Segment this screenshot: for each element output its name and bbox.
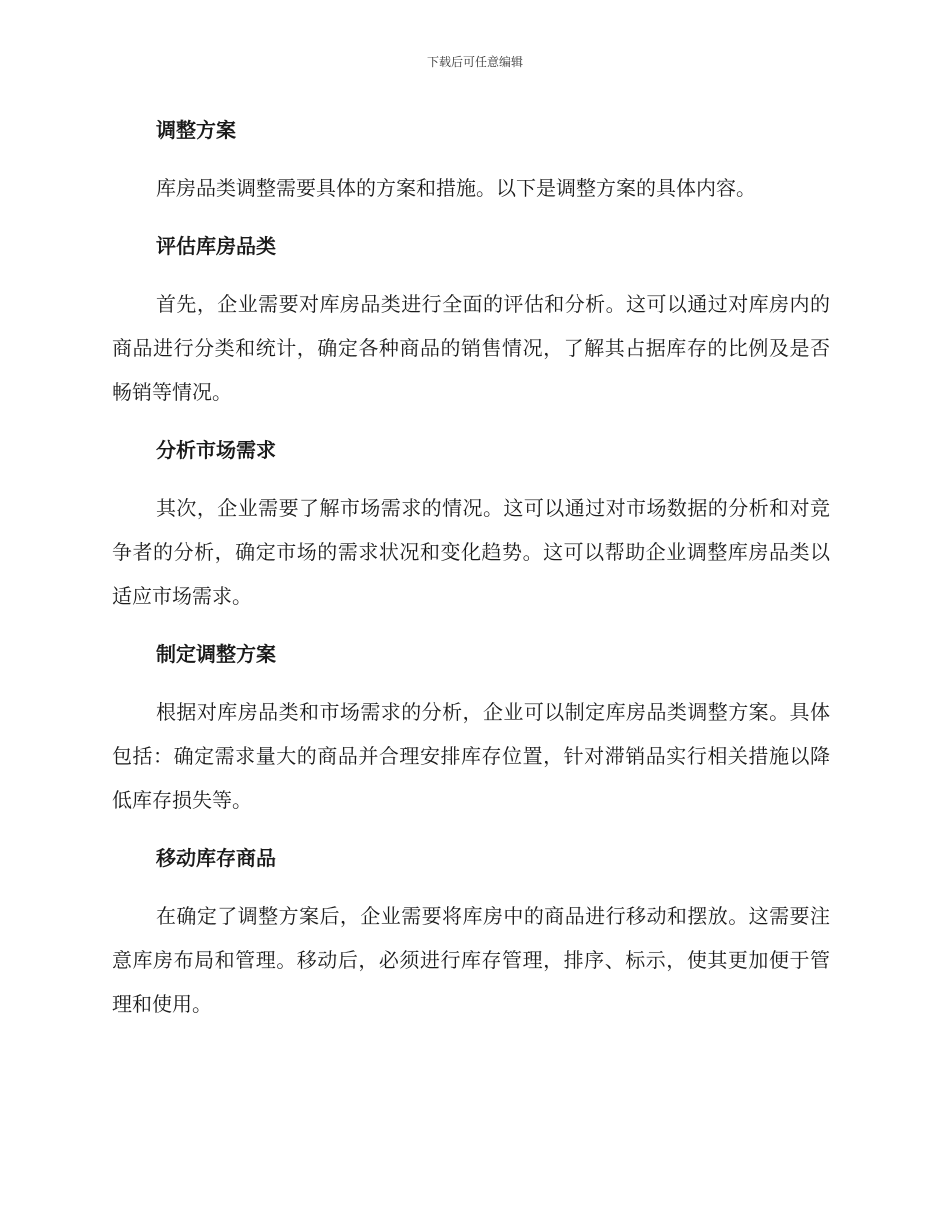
page-header: 下载后可任意编辑 [426,55,523,69]
section-paragraph: 库房品类调整需要具体的方案和措施。以下是调整方案的具体内容。 [156,176,756,200]
section-paragraph: 其次，企业需要了解市场需求的情况。这可以通过对市场数据的分析和对竞争者的分析，确定市场的需求状况和变化趋势。这可以帮助企业调整库房品类以适应市场需求。 [112,496,830,608]
document-body [112,108,830,1026]
section-heading: 制定调整方案 [156,642,276,666]
section-paragraph: 在确定了调整方案后，企业需要将库房中的商品进行移动和摆放。这需要注意库房布局和管理。移动后，必须进行库存管理，排序、标示，使其更加便于管理和使用。 [112,904,830,1016]
section-heading: 评估库房品类 [156,234,276,258]
section-paragraph: 首先，企业需要对库房品类进行全面的评估和分析。这可以通过对库房内的商品进行分类和统计，确定各种商品的销售情况，了解其占据库存的比例及是否畅销等情况。 [112,292,830,404]
section-paragraph: 根据对库房品类和市场需求的分析，企业可以制定库房品类调整方案。具体包括：确定需求量大的商品并合理安排库存位置，针对滞销品实行相关措施以降低库存损失等。 [112,700,830,812]
section-heading: 分析市场需求 [156,438,276,462]
section-heading: 移动库存商品 [156,846,276,870]
section-heading: 调整方案 [156,118,236,142]
